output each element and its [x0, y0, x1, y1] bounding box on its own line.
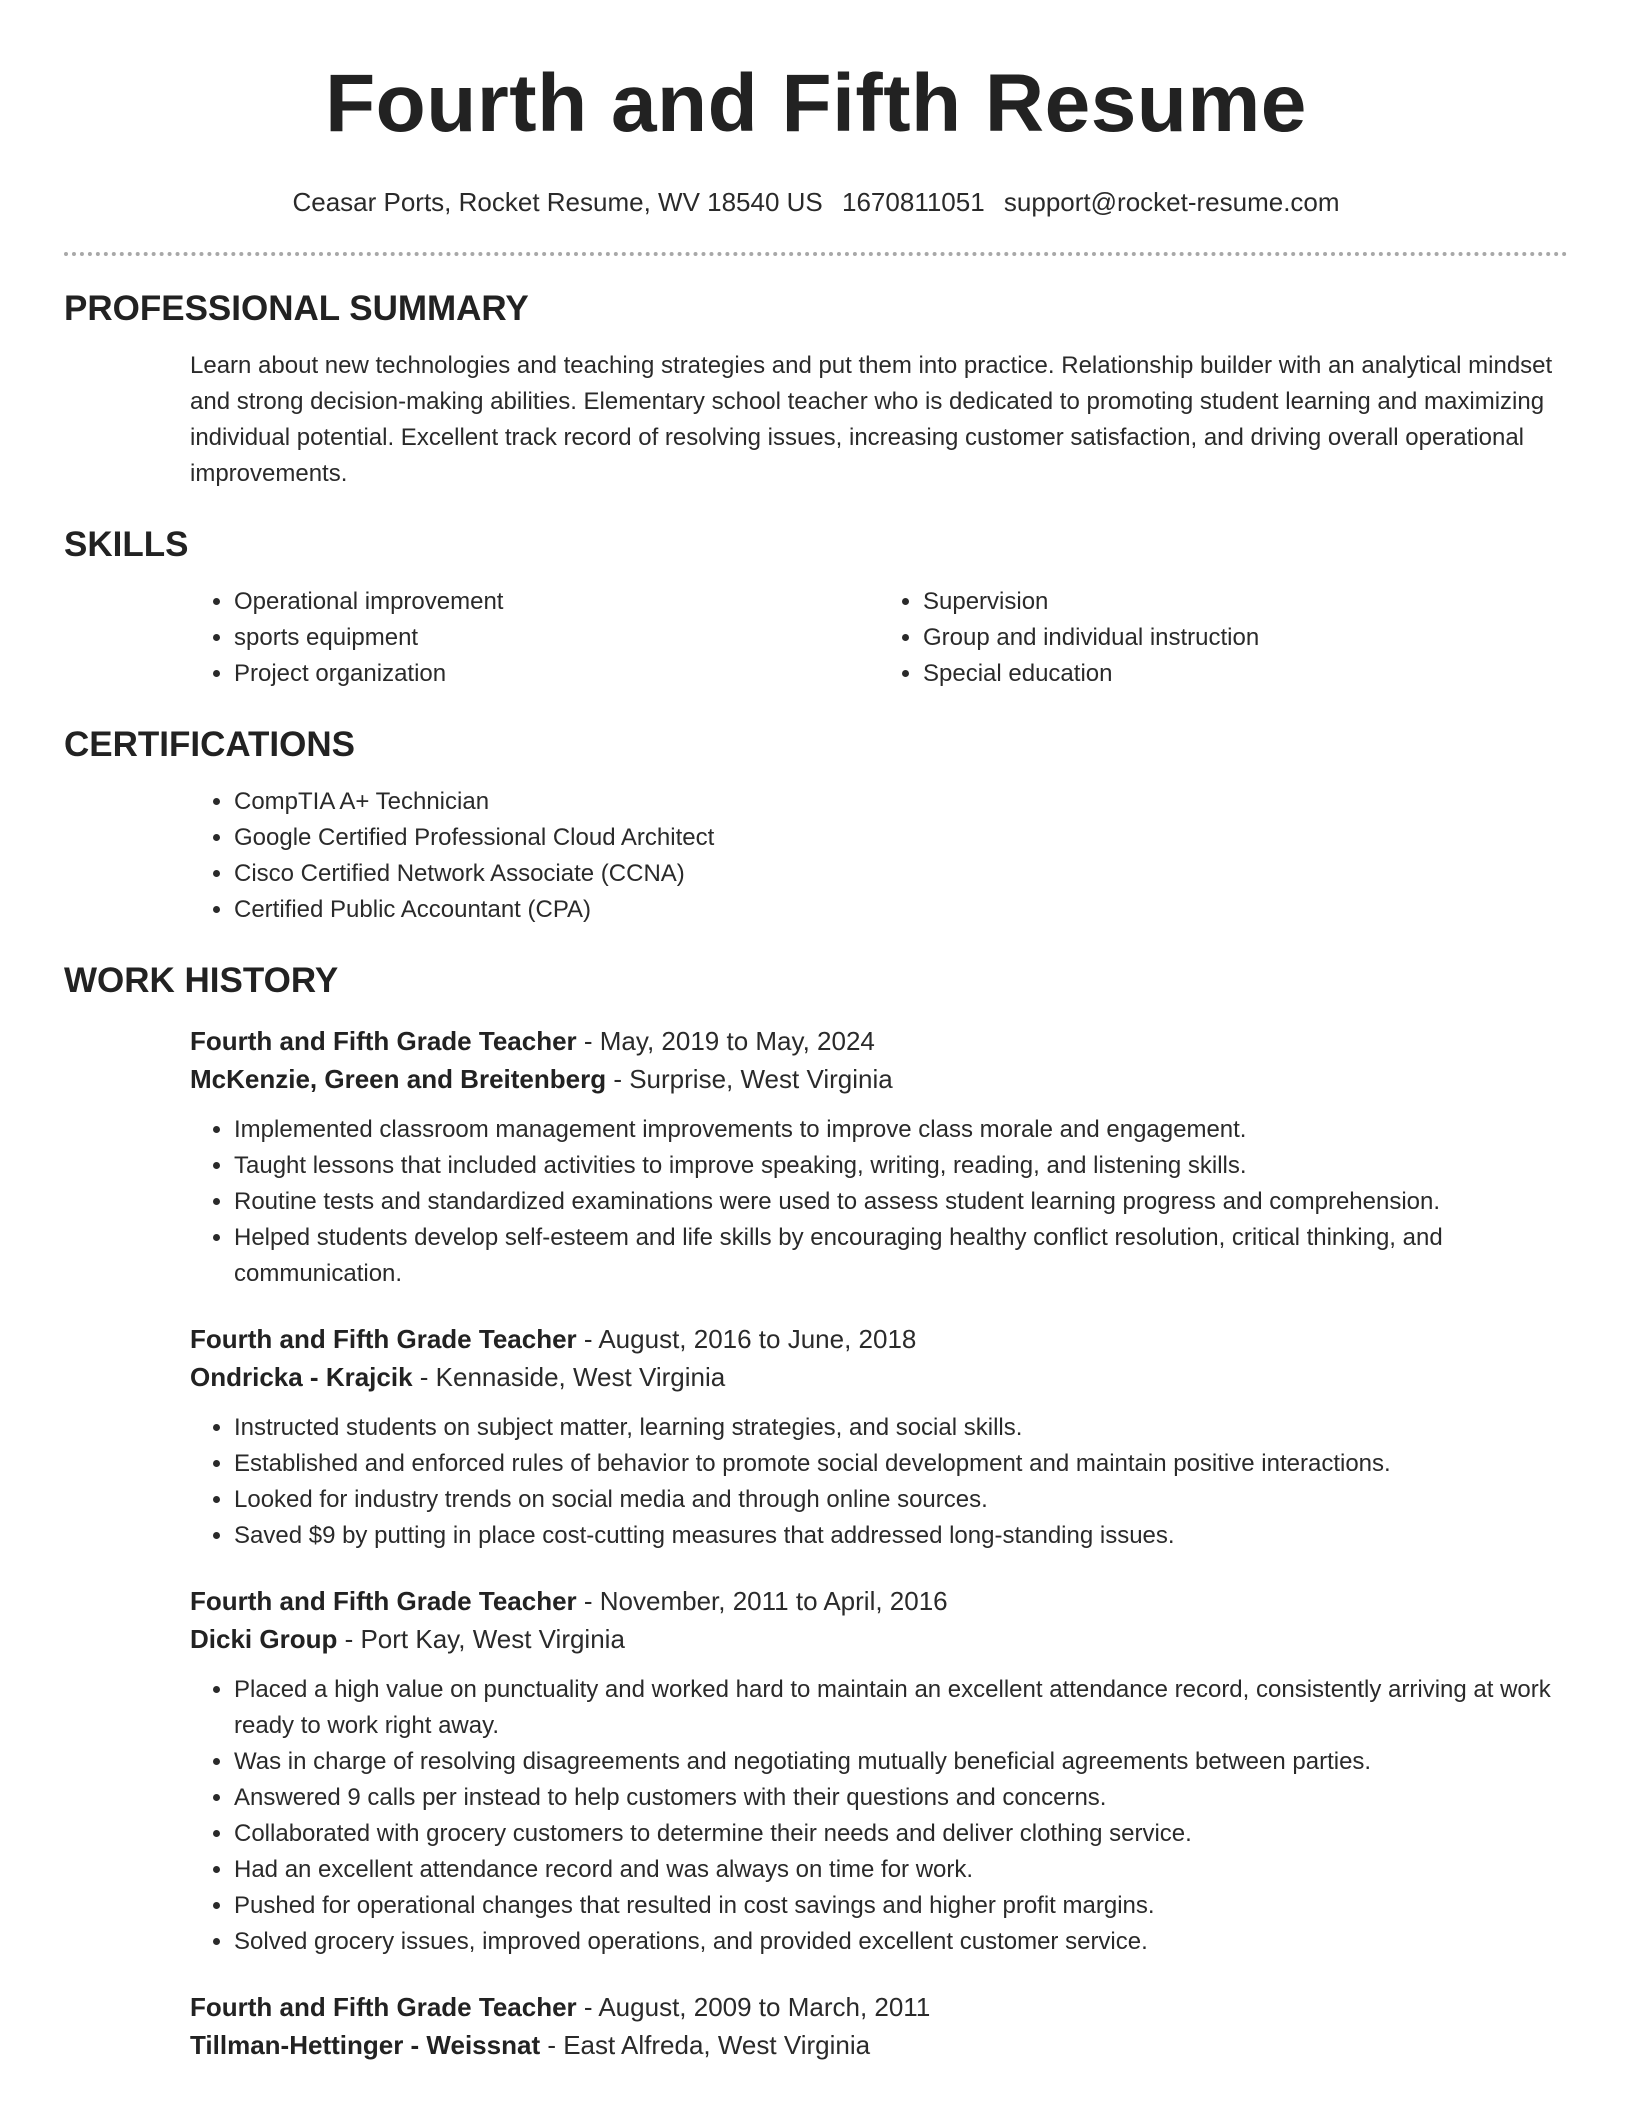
job-dates: - May, 2019 to May, 2024: [576, 1026, 875, 1056]
contact-email[interactable]: support@rocket-resume.com: [1003, 187, 1340, 217]
job-title-line: [190, 1022, 1568, 1060]
candidate-name: Fourth and Fifth Resume: [325, 58, 1307, 149]
skill-item: • sports equipment: [234, 620, 879, 656]
work-history-section: [64, 960, 1568, 2064]
job-role: Fourth and Fifth Grade Teacher: [190, 1586, 577, 1616]
job-dates: - August, 2016 to June, 2018: [576, 1324, 917, 1354]
work-history-heading: WORK HISTORY: [64, 961, 339, 1000]
job-entry: [190, 1988, 1568, 2064]
job-entry: [190, 1582, 1568, 1960]
job-dates: - August, 2009 to March, 2011: [576, 1992, 931, 2022]
summary-heading: PROFESSIONAL SUMMARY: [64, 289, 529, 328]
job-dates: - November, 2011 to April, 2016: [576, 1586, 948, 1616]
job-role: Fourth and Fifth Grade Teacher: [190, 1324, 577, 1354]
header-divider: [64, 252, 1568, 256]
job-bullet: • Solved grocery issues, improved operations, and provided excellent customer service.: [234, 1924, 1568, 1960]
certification-item: • Certified Public Accountant (CPA): [234, 892, 1568, 928]
certifications-list: [190, 784, 1568, 928]
summary-section: [64, 288, 1568, 492]
job-bullets: [190, 1672, 1568, 1960]
certification-item: • Google Certified Professional Cloud Architect: [234, 820, 1568, 856]
certification-item: • CompTIA A+ Technician: [234, 784, 1568, 820]
job-company: Tillman-Hettinger - Weissnat: [190, 2030, 541, 2060]
skill-item: • Group and individual instruction: [923, 620, 1568, 656]
job-bullet: • Answered 9 calls per instead to help customers with their questions and concerns.: [234, 1780, 1568, 1816]
job-company: Ondricka - Krajcik: [190, 1362, 413, 1392]
job-company: Dicki Group: [190, 1624, 338, 1654]
job-role: Fourth and Fifth Grade Teacher: [190, 1026, 577, 1056]
job-bullet: • Instructed students on subject matter, learning strategies, and social skills.: [234, 1410, 1568, 1446]
skills-heading: SKILLS: [64, 525, 189, 564]
job-entry: [190, 1022, 1568, 1292]
job-role: Fourth and Fifth Grade Teacher: [190, 1992, 577, 2022]
contact-line: [64, 186, 1568, 218]
job-company-line: [190, 1620, 1568, 1658]
skill-item: • Supervision: [923, 584, 1568, 620]
certification-item: • Cisco Certified Network Associate (CCNA): [234, 856, 1568, 892]
skills-list-left: [190, 584, 879, 692]
job-company-line: [190, 2026, 1568, 2064]
job-location: - Port Kay, West Virginia: [337, 1624, 625, 1654]
skills-list-right: [879, 584, 1568, 692]
job-title-line: [190, 1582, 1568, 1620]
skills-grid: [190, 566, 1568, 692]
job-company-line: [190, 1358, 1568, 1396]
job-company: McKenzie, Green and Breitenberg: [190, 1064, 607, 1094]
job-bullet: • Saved $9 by putting in place cost-cutting measures that addressed long-standing issues.: [234, 1518, 1568, 1554]
job-bullet: • Routine tests and standardized examinations were used to assess student learning progress and comprehension.: [234, 1184, 1568, 1220]
skill-item: • Operational improvement: [234, 584, 879, 620]
contact-phone: 1670811051: [842, 187, 985, 217]
job-bullets: [190, 1112, 1568, 1292]
job-list: [64, 1022, 1568, 2064]
job-bullet: • Taught lessons that included activities to improve speaking, writing, reading, and listening skills.: [234, 1148, 1568, 1184]
summary-text: Learn about new technologies and teaching strategies and put them into practice. Relationship builder with an analytical mindset and strong decision-making abilities. Elementary school teacher who is dedicated to promoting student learning and maximizing individual potential. Excellent track record of resolving issues, increasing customer satisfaction, and driving overall operational improvements.: [190, 352, 1553, 487]
job-bullet: • Established and enforced rules of behavior to promote social development and maintain positive interactions.: [234, 1446, 1568, 1482]
skill-item: • Project organization: [234, 656, 879, 692]
job-entry: [190, 1320, 1568, 1554]
job-bullet: • Implemented classroom management improvements to improve class morale and engagement.: [234, 1112, 1568, 1148]
job-location: - Kennaside, West Virginia: [412, 1362, 726, 1392]
job-bullet: • Pushed for operational changes that resulted in cost savings and higher profit margins.: [234, 1888, 1568, 1924]
job-bullet: • Was in charge of resolving disagreements and negotiating mutually beneficial agreements between parties.: [234, 1744, 1568, 1780]
job-bullet: • Had an excellent attendance record and was always on time for work.: [234, 1852, 1568, 1888]
job-bullets: [190, 1410, 1568, 1554]
job-company-line: [190, 1060, 1568, 1098]
certifications-section: [64, 724, 1568, 928]
job-title-line: [190, 1320, 1568, 1358]
job-title-line: [190, 1988, 1568, 2026]
resume-header: [64, 0, 1568, 256]
skills-section: [64, 524, 1568, 692]
certifications-heading: CERTIFICATIONS: [64, 725, 356, 764]
job-bullet: • Collaborated with grocery customers to determine their needs and deliver clothing service.: [234, 1816, 1568, 1852]
skill-item: • Special education: [923, 656, 1568, 692]
contact-address: Ceasar Ports, Rocket Resume, WV 18540 US: [292, 187, 823, 217]
job-bullet: • Helped students develop self-esteem and life skills by encouraging healthy conflict resolution, critical thinking, and communication.: [234, 1220, 1568, 1292]
job-bullet: • Looked for industry trends on social media and through online sources.: [234, 1482, 1568, 1518]
job-bullet: • Placed a high value on punctuality and worked hard to maintain an excellent attendance record, consistently arriving at work ready to work right away.: [234, 1672, 1568, 1744]
job-location: - Surprise, West Virginia: [606, 1064, 893, 1094]
job-location: - East Alfreda, West Virginia: [540, 2030, 871, 2060]
